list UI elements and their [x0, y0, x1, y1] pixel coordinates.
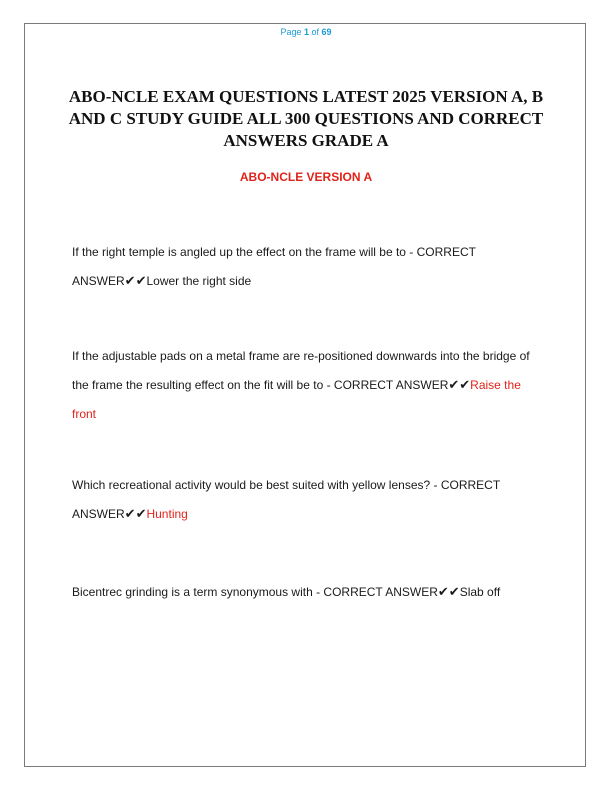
total-pages-number: 69: [321, 27, 332, 37]
question-text: If the adjustable pads on a metal frame are re-positioned downwards into the bridge of the frame the resulting effect on the fit will be to - CORRECT ANSWER: [72, 349, 530, 392]
current-page-number: 1: [303, 27, 309, 37]
page-counter: [0, 27, 612, 37]
answer-text: Slab off: [459, 585, 501, 599]
checkmark-icon: ✔✔: [448, 378, 471, 393]
checkmark-icon: ✔✔: [124, 274, 147, 289]
qa-item: [72, 471, 542, 529]
answer-text: Lower the right side: [146, 274, 252, 288]
page-prefix: Page: [280, 27, 302, 37]
answer-text: Hunting: [146, 507, 188, 521]
question-text: Bicentrec grinding is a term synonymous with - CORRECT ANSWER: [72, 585, 438, 599]
qa-item: [72, 342, 542, 429]
answer-text: Raise the front: [72, 378, 521, 421]
checkmark-icon: ✔✔: [437, 585, 460, 600]
question-text: Which recreational activity would be best suited with yellow lenses? - CORRECT ANSWER: [72, 478, 500, 521]
question-text: If the right temple is angled up the effect on the frame will be to - CORRECT ANSWER: [72, 245, 476, 288]
checkmark-icon: ✔✔: [124, 507, 147, 522]
qa-item: [72, 578, 542, 607]
document-title: ABO-NCLE EXAM QUESTIONS LATEST 2025 VERSION A, B AND C STUDY GUIDE ALL 300 QUESTIONS AND CORRECT ANSWERS GRADE A: [68, 87, 544, 150]
page-of: of: [311, 27, 320, 37]
version-heading: ABO-NCLE VERSION A: [239, 170, 373, 184]
qa-item: [72, 238, 542, 296]
